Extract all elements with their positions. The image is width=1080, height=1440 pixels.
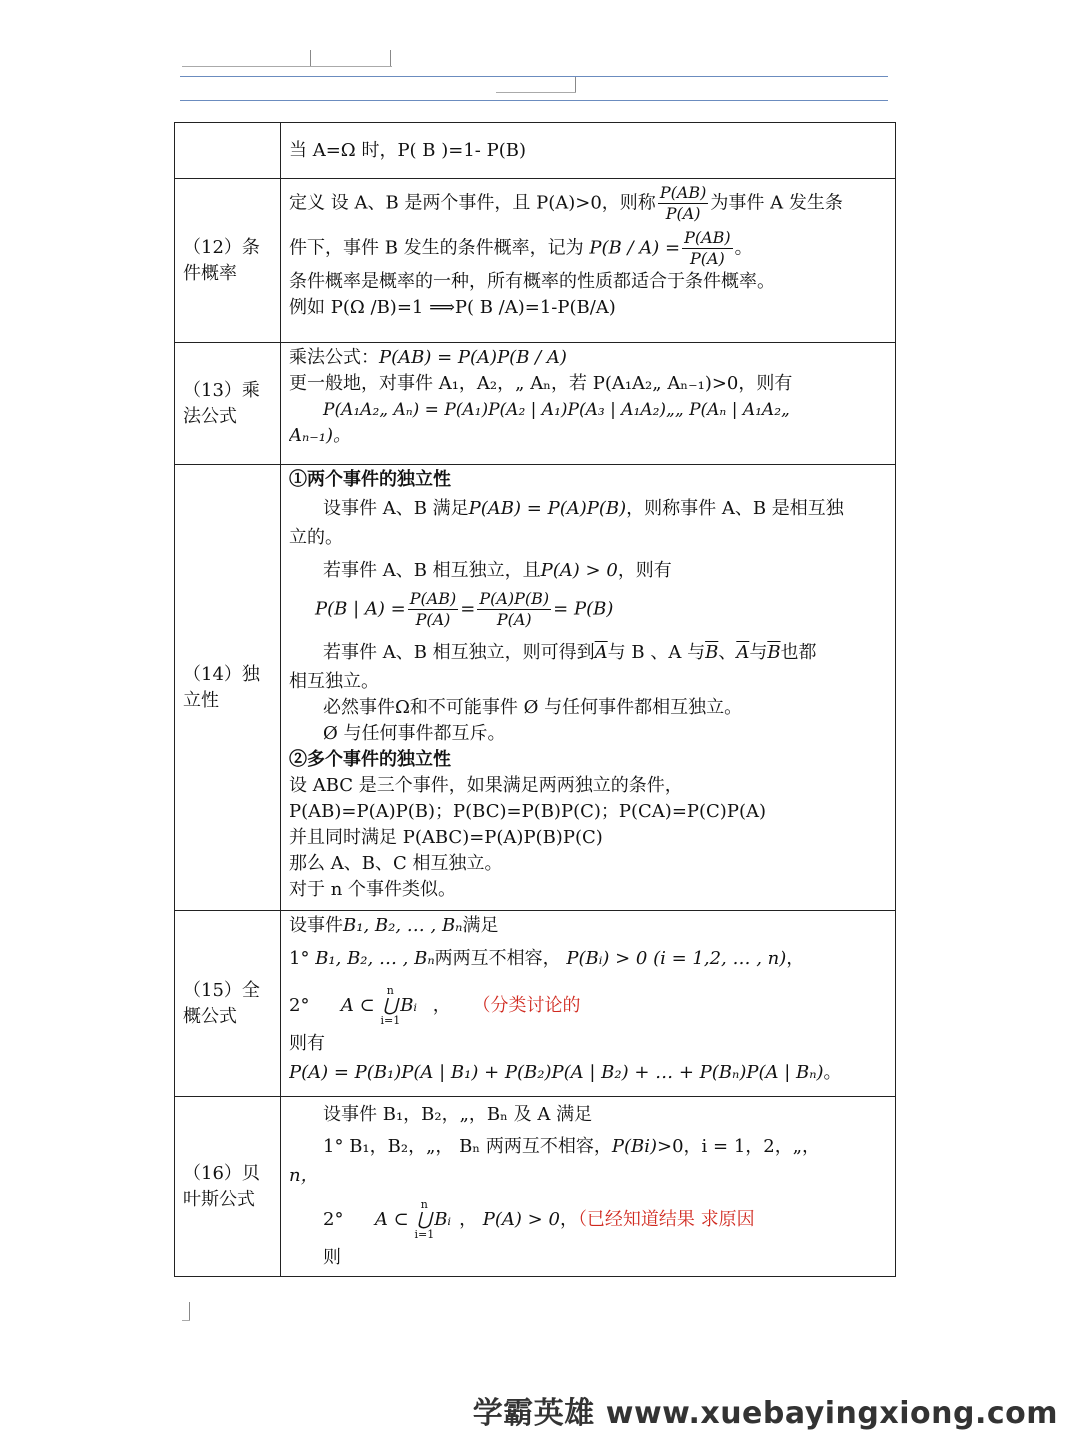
row-label-conditional: （12）条件概率 (175, 179, 281, 343)
fraction-num: P(AB) (684, 228, 731, 247)
table-row-bayes (175, 1097, 896, 1277)
text: ，则有 (617, 560, 672, 581)
indep-line12: 对于 n 个事件类似。 (289, 879, 457, 900)
text: 2° (289, 995, 310, 1016)
mult-line1 (289, 345, 887, 371)
fraction-a (408, 589, 459, 630)
row-content-independence (281, 465, 896, 911)
row-content-complement (281, 123, 896, 179)
total-line5 (289, 1057, 887, 1089)
fraction-num: P(A)P(B) (479, 589, 550, 608)
math: P(Bᵢ) > 0 (i = 1,2, … , n) (566, 948, 787, 969)
math-bar-a2: $\overline{A}$ (736, 642, 750, 663)
math-bar-b: $\overline{B}$ (705, 642, 719, 663)
note-known-result: （已经知道结果 求原因 (577, 1209, 755, 1230)
table-row-total-probability (175, 911, 896, 1097)
conditional-def-line1 (289, 181, 887, 224)
table-row-conditional (175, 179, 896, 343)
fraction-num: P(AB) (659, 183, 707, 202)
watermark-site: 学霸英雄 www.xuebayingxiong.com (472, 1396, 1058, 1431)
fraction-num: P(AB) (409, 589, 457, 608)
header-rule-top (180, 76, 888, 77)
text: 与 (749, 642, 768, 663)
math: = P(B) (553, 598, 614, 620)
math: P(AB) = P(A)P(B) (468, 498, 627, 519)
bayes-line4 (289, 1195, 887, 1245)
math: B₁, B₂, … , Bₙ (315, 948, 435, 969)
formula-table (174, 122, 896, 1277)
fraction-p-ab-over-p-a (658, 183, 709, 224)
conditional-note: 条件概率是概率的一种，所有概率的性质都适合于条件概率。 (289, 271, 775, 292)
text: 。 (734, 237, 753, 259)
math: P(A) = P(B₁)P(A | B₁) + P(B₂)P(A | B₂) + … + P(Bₙ)P(A | Bₙ) (289, 1062, 824, 1083)
fraction-den: P(A) (496, 610, 532, 629)
row-content-multiplication (281, 343, 896, 465)
header-tick-2 (390, 50, 391, 66)
union-symbol (380, 985, 400, 1027)
indep-line4 (289, 637, 887, 669)
bayes-line2 (289, 1131, 887, 1163)
heading-multiple-events: ②多个事件的独立性 (289, 749, 451, 770)
row-content-bayes (281, 1097, 896, 1277)
text: 1° (323, 1136, 344, 1157)
math: P(AB) = P(A)P(B / A) (379, 347, 567, 368)
math: A ⊂ (374, 1209, 409, 1230)
header-rule-left (182, 66, 392, 67)
fraction-den: P(A) (665, 204, 701, 223)
text: 件下，事件 B 发生的条件概率，记为 (289, 237, 584, 259)
header-rule-bottom (180, 100, 888, 101)
note-classify: （分类讨论的 (472, 995, 581, 1016)
math-bar-b2: $\overline{B}$ (767, 642, 781, 663)
text: 满足 (462, 915, 499, 936)
text: 为事件 A 发生条 (710, 192, 843, 214)
conditional-def-line2 (289, 228, 887, 269)
total-line4: 则有 (289, 1033, 325, 1054)
table-row-independence (175, 465, 896, 911)
text: B₁，B₂，„， Bₙ 两两互不相容， (349, 1136, 612, 1157)
header-rule-mid (496, 92, 576, 93)
text: ， (432, 995, 451, 1016)
text: 、 (718, 642, 737, 663)
bayes-line3: n， (289, 1165, 319, 1186)
text: ， (786, 948, 805, 969)
math: Bᵢ (434, 1209, 452, 1230)
indep-line11: 那么 A、B、C 相互独立。 (289, 853, 503, 874)
text: 若事件 A、B 相互独立，则可得到 (323, 642, 595, 663)
text: 1° (289, 948, 310, 969)
indep-line6: 必然事件Ω和不可能事件 Ø 与任何事件都相互独立。 (323, 697, 743, 718)
text: 2° (323, 1209, 344, 1230)
indep-line10: 并且同时满足 P(ABC)=P(A)P(B)P(C) (289, 827, 603, 848)
union-symbol (414, 1199, 434, 1241)
row-label-total-probability: （15）全概公式 (175, 911, 281, 1097)
fraction-den: P(A) (415, 610, 451, 629)
header-tick-3 (575, 77, 576, 92)
indep-line7: Ø 与任何事件都互斥。 (323, 723, 506, 744)
math: P(B / A) = (589, 237, 681, 259)
text: 若事件 A、B 相互独立，且 (323, 560, 541, 581)
fraction-den: P(A) (689, 249, 725, 268)
conditional-example: 例如 P(Ω /B)=1 ⟹P( B /A)=1-P(B/A) (289, 297, 616, 318)
indep-line1 (289, 493, 887, 525)
total-line2 (289, 943, 887, 975)
indep-line3 (289, 555, 887, 587)
math: Bᵢ (400, 995, 418, 1016)
union-top: n (386, 984, 394, 997)
heading-two-events: ①两个事件的独立性 (289, 469, 451, 490)
union-top: n (420, 1198, 428, 1211)
math: P(Bi) (611, 1136, 657, 1157)
math-bar-a: $\overline{A}$ (594, 642, 608, 663)
text: ， (559, 1209, 578, 1230)
text: 两两互不相容， (434, 948, 561, 969)
mult-line4: Aₙ₋₁)。 (289, 425, 352, 446)
text: 与 B 、A 与 (607, 642, 706, 663)
text: 设事件 (289, 915, 343, 936)
row-label-empty (175, 123, 281, 179)
text: 也都 (780, 642, 817, 663)
math: = (460, 598, 476, 620)
fraction-p-ab-over-p-a-2 (682, 228, 733, 269)
text: ， (459, 1209, 478, 1230)
row-label-multiplication: （13）乘法公式 (175, 343, 281, 465)
mult-line2: 更一般地，对事件 A₁，A₂，„ Aₙ，若 P(A₁A₂„ Aₙ₋₁)>0，则有 (289, 373, 793, 394)
total-line3 (289, 981, 887, 1031)
row-content-conditional (281, 179, 896, 343)
text: ，则称事件 A、B 是相互独 (626, 498, 844, 519)
math: P(A) > 0 (540, 560, 618, 581)
indep-line8: 设 ABC 是三个事件，如果满足两两独立的条件， (289, 775, 683, 796)
math: B₁, B₂, … , Bₙ (343, 915, 463, 936)
math: P(B | A) = (315, 598, 406, 620)
union-icon: ⋃ (382, 995, 398, 1016)
table-row-multiplication (175, 343, 896, 465)
indep-line9: P(AB)=P(A)P(B)；P(BC)=P(B)P(C)；P(CA)=P(C)P(A) (289, 801, 766, 822)
union-icon: ⋃ (416, 1209, 432, 1230)
indep-line2: 立的。 (289, 527, 343, 548)
fraction-b (477, 589, 551, 630)
bayes-line5: 则 (323, 1247, 341, 1268)
text: 乘法公式： (289, 347, 379, 368)
math: P(A) > 0 (482, 1209, 560, 1230)
total-line1 (289, 913, 887, 939)
header-tick-1 (310, 50, 311, 66)
mult-line3: P(A₁A₂„ Aₙ) = P(A₁)P(A₂ | A₁)P(A₃ | A₁A₂)„„ P(Aₙ | A₁A₂„ (323, 400, 790, 420)
row-label-independence: （14）独立性 (175, 465, 281, 911)
text: >0，i = 1，2，„， (657, 1136, 821, 1157)
bayes-line1: 设事件 B₁，B₂，„，Bₙ 及 A 满足 (323, 1104, 593, 1125)
row-label-bayes: （16）贝叶斯公式 (175, 1097, 281, 1277)
footer-corner-mark-h (182, 1320, 190, 1321)
table-row-complement (175, 123, 896, 179)
union-bottom: i=1 (380, 1014, 401, 1027)
indep-line5: 相互独立。 (289, 671, 379, 692)
indep-fraction-line (289, 589, 887, 637)
text: 设事件 A、B 满足 (323, 498, 469, 519)
text: 定义 设 A、B 是两个事件，且 P(A)>0，则称 (289, 192, 656, 214)
text: 。 (823, 1062, 842, 1083)
complement-formula: 当 A=Ω 时，P( B )=1- P(B) (289, 139, 526, 161)
math: A ⊂ (340, 995, 375, 1016)
footer-corner-mark (189, 1302, 190, 1320)
union-bottom: i=1 (414, 1228, 435, 1241)
row-content-total-probability (281, 911, 896, 1097)
